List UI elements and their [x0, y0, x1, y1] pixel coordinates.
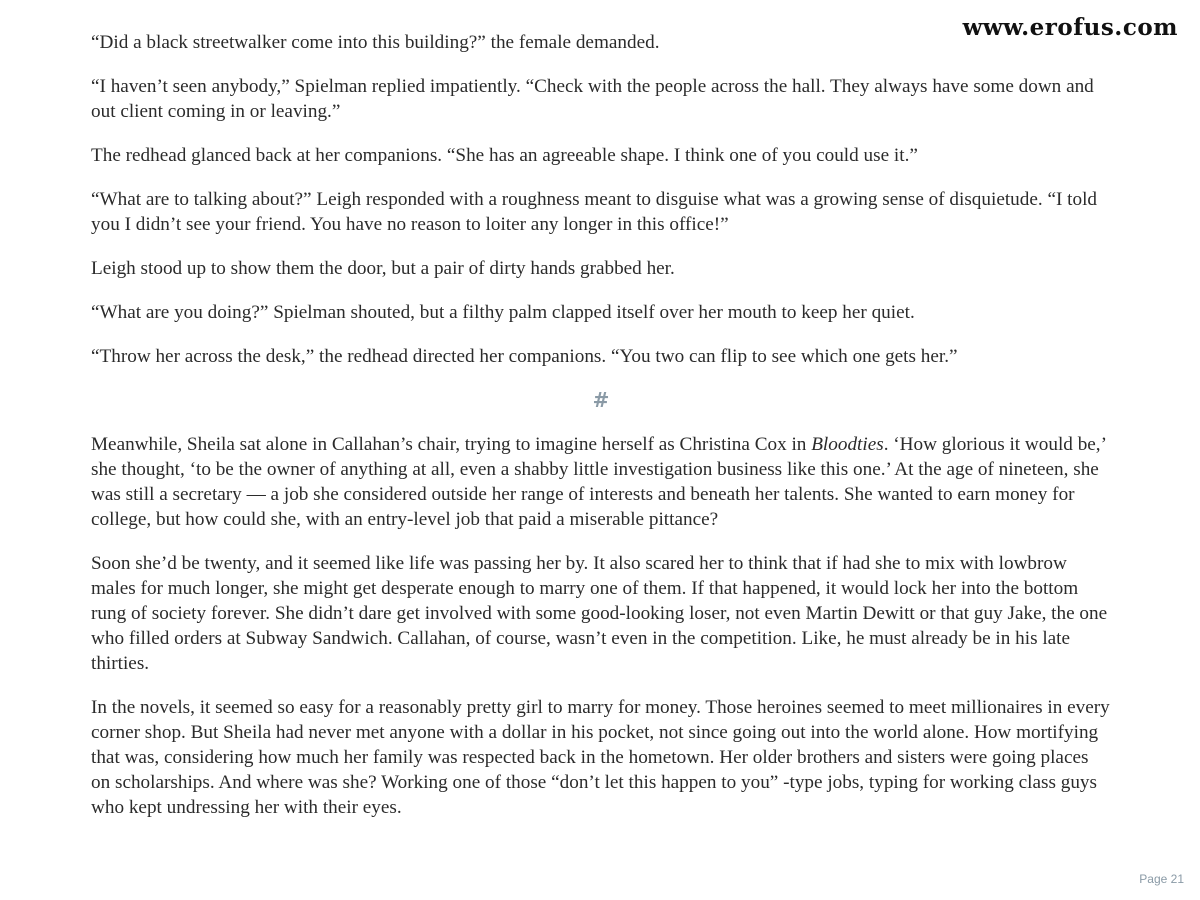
scene-break-separator: # [592, 388, 610, 412]
paragraph: The redhead glanced back at her companions. “She has an agreeable shape. I think one of you could use it.” [91, 145, 918, 166]
page-body [91, 30, 1111, 839]
paragraph-meanwhile [91, 432, 1111, 532]
paragraph: In the novels, it seemed so easy for a reasonably pretty girl to marry for money. Those heroines seemed to meet millionaires in every corner shop. But Sheila had never met anyone with a dollar in his pocket, not since going out into the world alone. How mortifying that was, considering how much her family was respected back in the hometown. Her older brothers and sisters were going places on scholarships. And where was she? Working one of those “don’t let this happen to you” -type jobs, typing for working class guys who kept undressing her with their eyes. [91, 697, 1110, 818]
paragraph-text-after-title: . ‘How glorious it would be,’ she thought, ‘to be the owner of anything at all, even a shabby little investigation business like this one.’ At the age of nineteen, she was still a secretary — a job she considered outside her range of interests and beneath her talents. She wanted to earn money for college, but how could she, with an entry-level job that paid a miserable pittance? [91, 434, 1106, 530]
paragraph: Leigh stood up to show them the door, but a pair of dirty hands grabbed her. [91, 258, 675, 279]
paragraph: “What are you doing?” Spielman shouted, but a filthy palm clapped itself over her mouth to keep her quiet. [91, 302, 915, 323]
page-number: Page 21 [1139, 872, 1184, 886]
paragraph: “Throw her across the desk,” the redhead directed her companions. “You two can flip to see which one gets her.” [91, 346, 958, 367]
paragraph: “Did a black streetwalker come into this building?” the female demanded. [91, 32, 660, 53]
paragraph: “I haven’t seen anybody,” Spielman replied impatiently. “Check with the people across the hall. They always have some down and out client coming in or leaving.” [91, 76, 1094, 122]
paragraph-text-before-title: Meanwhile, Sheila sat alone in Callahan’s chair, trying to imagine herself as Christina Cox in [91, 434, 812, 455]
paragraph: “What are to talking about?” Leigh responded with a roughness meant to disguise what was a growing sense of disquietude. “I told you I didn’t see your friend. You have no reason to loiter any longer in this office!” [91, 189, 1098, 235]
book-title: Bloodties [811, 434, 884, 455]
paragraph: Soon she’d be twenty, and it seemed like life was passing her by. It also scared her to think that if had she to mix with lowbrow males for much longer, she might get desperate enough to marry one of them. If that happened, it would lock her into the bottom rung of society forever. She didn’t dare get involved with some good-looking loser, not even Martin Dewitt or that guy Jake, the one who filled orders at Subway Sandwich. Callahan, of course, wasn’t even in the competition. Like, he must already be in his late thirties. [91, 553, 1108, 674]
site-watermark: www.erofus.com [962, 14, 1178, 41]
